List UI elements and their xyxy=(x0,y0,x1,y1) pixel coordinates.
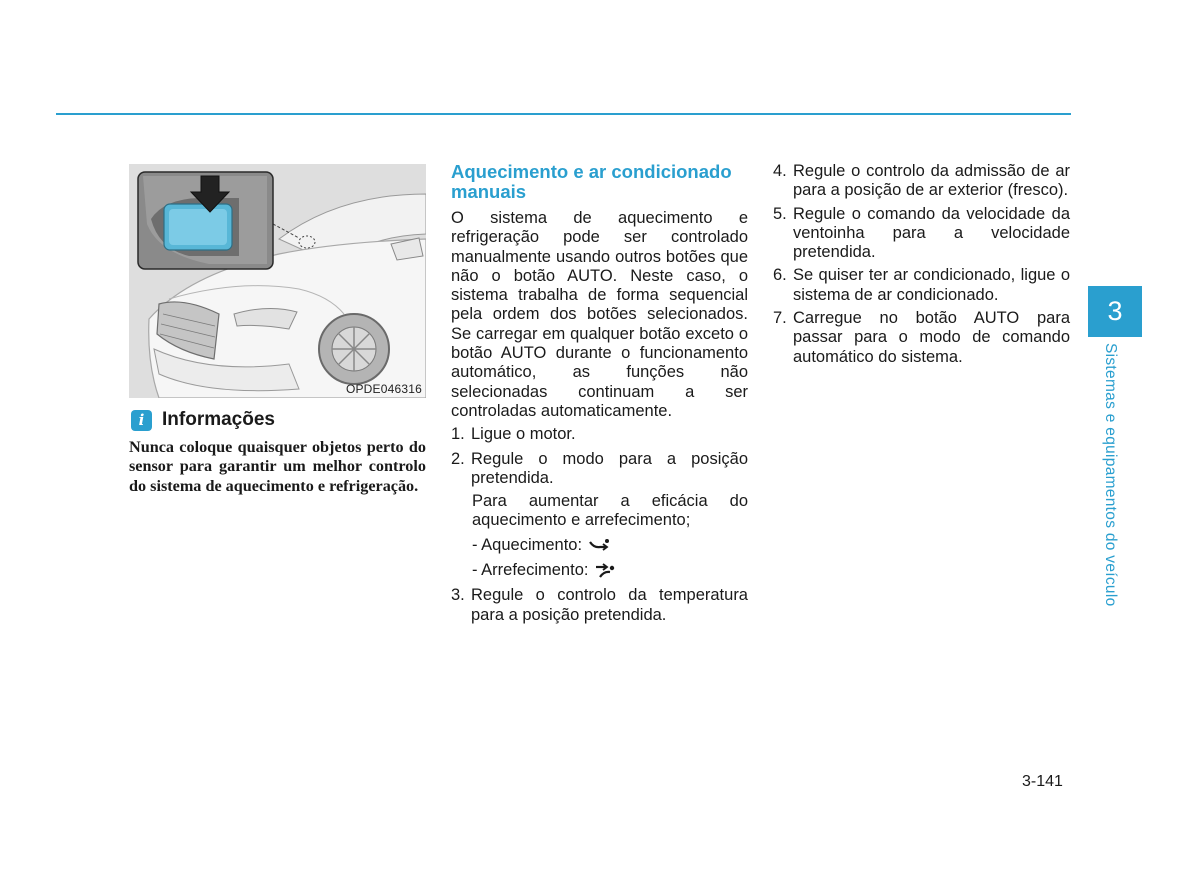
figure-caption: OPDE046316 xyxy=(345,382,422,396)
car-sensor-illustration xyxy=(129,164,426,398)
car-illustration-graphic xyxy=(129,164,426,398)
step-text: Se quiser ter ar condicionado, ligue o sistema de ar condicionado. xyxy=(793,266,1070,304)
chapter-title: Sistemas e equipamentos do veículo xyxy=(1102,343,1119,607)
middle-column xyxy=(451,162,748,630)
step-number: 1. xyxy=(451,425,465,444)
header-rule xyxy=(56,113,1071,115)
heating-mode-line xyxy=(472,536,748,555)
info-text: Nunca coloque quaisquer objetos perto do sensor para garantir um melhor controlo do sistema de aquecimento e refrigeração. xyxy=(129,438,426,495)
heating-mode-label: - Aquecimento: xyxy=(472,535,583,554)
section-title: Aquecimento e ar condicionado manuais xyxy=(451,161,732,202)
steps-list-second xyxy=(451,586,748,625)
step-text: Regule o comando da velocidade da ventoinha para a velocidade pretendida. xyxy=(793,204,1070,262)
step-number: 6. xyxy=(773,266,787,285)
step-number: 2. xyxy=(451,449,465,468)
step-number: 4. xyxy=(773,162,787,180)
step-text: Ligue o motor. xyxy=(471,425,576,444)
cooling-mode-line xyxy=(472,561,748,580)
chapter-tab: 3 xyxy=(1088,286,1142,337)
section-intro: O sistema de aquecimento e refrigeração pode ser controlado manualmente usando outros botões que não o botão AUTO. Neste caso, o sistema trabalha de forma sequencial pela ordem dos botões selecionados. Se carregar em qualquer botão exceto o botão AUTO durante o funcionamento automático, as funções não selecionadas continuam a ser controladas automaticamente. xyxy=(451,209,748,420)
steps-list-first xyxy=(451,425,748,488)
info-title: Informações xyxy=(162,409,275,430)
info-icon: i xyxy=(131,410,152,431)
list-item xyxy=(451,586,748,625)
step-text: Carregue no botão AUTO para passar para o modo de comando automático do sistema. xyxy=(793,309,1070,366)
info-heading xyxy=(131,408,275,432)
list-item xyxy=(773,266,1070,305)
list-item xyxy=(773,162,1070,201)
right-column xyxy=(773,162,1070,371)
step-number: 5. xyxy=(773,204,787,223)
cooling-mode-label: - Arrefecimento: xyxy=(472,561,589,580)
list-item xyxy=(773,205,1070,263)
step-text: Regule o modo para a posição pretendida. xyxy=(471,449,748,487)
page-number: 3-141 xyxy=(1022,773,1063,790)
steps-list-third xyxy=(773,162,1070,367)
step-number: 7. xyxy=(773,309,787,328)
face-mode-icon xyxy=(594,563,616,579)
step-text: Regule o controlo da admissão de ar para a posição de ar exterior (fresco). xyxy=(793,162,1070,200)
step2-note: Para aumentar a eficácia do aquecimento e arrefecimento; xyxy=(472,492,748,530)
floor-mode-icon xyxy=(588,538,610,552)
list-item xyxy=(773,309,1070,367)
step-text: Regule o controlo da temperatura para a posição pretendida. xyxy=(471,586,748,624)
list-item xyxy=(451,450,748,489)
step-number: 3. xyxy=(451,586,465,605)
list-item xyxy=(451,425,748,444)
